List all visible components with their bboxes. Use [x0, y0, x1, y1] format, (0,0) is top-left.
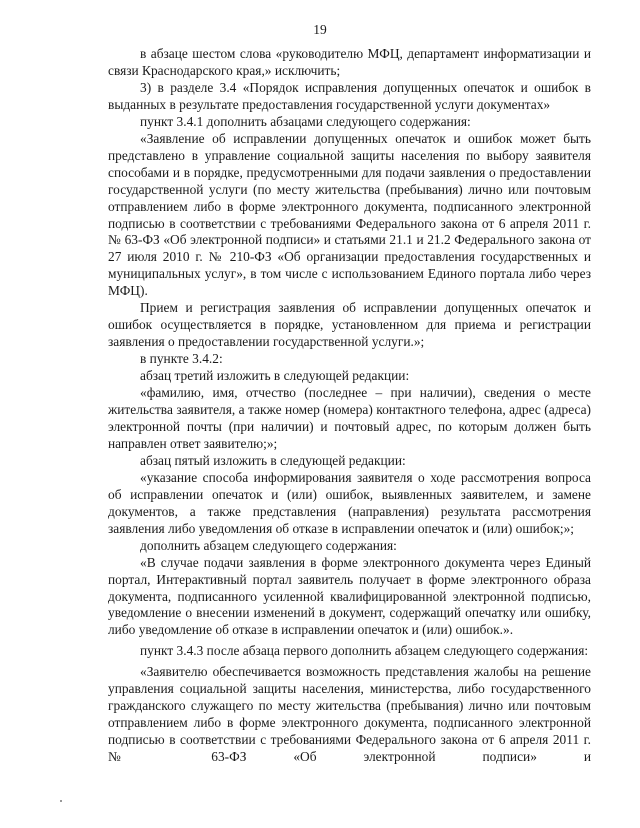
paragraph: абзац третий изложить в следующей редакции: [140, 368, 410, 384]
paragraph: «В случае подачи заявления в форме электронного документа через Единый портал, Интерактивный портал заявитель получает в форме электронного образа документа, подписанного усиленной квалифицированной электронной подписью, уведомление о внесении изменений в документ, содержащий опечатку или ошибку, либо уведомление об отказе в исправлении опечаток и (или) ошибок.». [108, 554, 591, 638]
page-number: 19 [313, 22, 327, 37]
scan-artifact-dot [60, 800, 62, 802]
paragraph: «Заявление об исправлении допущенных опечаток и ошибок может быть представлено в управление социальной защиты населения по выбору заявителя способами и в порядке, предусмотренными для подачи заявления о предоставлении государственной услуги (по месту жительства (пребывания) лично или почтовым отправлением либо в форме электронного документа, подписанного электронной подписью в соответствии с требованиями Федерального закона от 6 апреля 2011 г. № 63-ФЗ «Об электронной подписи» и статьями 21.1 и 21.2 Федерального закона от 27 июля 2010 г. № 210-ФЗ «Об организации предоставления государственных и муниципальных услуг», в том числе с использованием Единого портала либо через МФЦ). [108, 130, 591, 299]
document-body [108, 46, 591, 766]
paragraph: абзац пятый изложить в следующей редакции: [140, 452, 406, 468]
paragraph: в пункте 3.4.2: [140, 351, 223, 367]
paragraph: пункт 3.4.3 после абзаца первого дополнить абзацем следующего содержания: [140, 643, 589, 659]
paragraph: «Заявителю обеспечивается возможность представления жалобы на решение управления социальной защиты населения, министерства, либо государственного гражданского служащего по месту жительства (пребывания) лично или почтовым отправлением либо в форме электронного документа, подписанного электронной подписью в соответствии с требованиями Федерального закона от 6 апреля 2011 г. № 63-ФЗ «Об электронной подписи» и [108, 664, 591, 765]
paragraph: 3) в разделе 3.4 «Порядок исправления допущенных опечаток и ошибок в выданных в результате предоставления государственной услуги документах» [108, 79, 591, 112]
paragraph: «указание способа информирования заявителя о ходе рассмотрения вопроса об исправлении опечаток и (или) ошибок, выявленных заявителем, и замене документов, а также представления (направления) результата рассмотрения заявления либо уведомления об отказе в исправлении опечаток и (или) ошибок;»; [108, 469, 591, 536]
paragraph: пункт 3.4.1 дополнить абзацами следующего содержания: [140, 113, 471, 129]
paragraph: Прием и регистрация заявления об исправлении допущенных опечаток и ошибок осуществляется в порядке, установленном для приема и регистрации заявления о предоставлении государственной услуги.»; [108, 300, 591, 350]
paragraph: дополнить абзацем следующего содержания: [140, 537, 397, 553]
paragraph: в абзаце шестом слова «руководителю МФЦ, департамент информатизации и связи Краснодарского края,» исключить; [108, 46, 591, 78]
paragraph: «фамилию, имя, отчество (последнее – при наличии), сведения о месте жительства заявителя, а также номер (номера) контактного телефона, адрес (адреса) электронной почты (при наличии) и почтовый адрес, по которым должен быть направлен ответ заявителю;»; [108, 385, 591, 451]
